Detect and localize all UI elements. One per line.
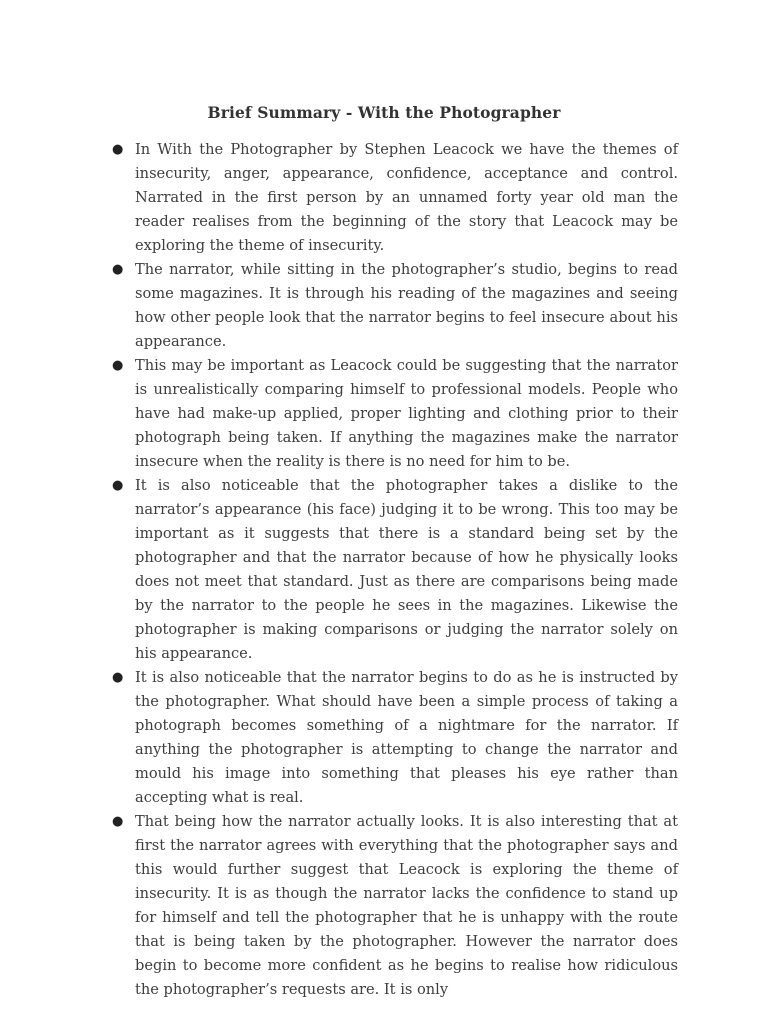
paragraph-text: That being how the narrator actually looks. It is also interesting that at first the narrator agrees with everything that the photographer says and this would further suggest that Leacock is exploring the theme of insecurity. It is as though the narrator lacks the confidence to stand up for himself and tell the photographer that he is unhappy with the route that is being taken by the photographer. However the narrator does begin to become more confident as he begins to realise how ridiculous the photographer’s requests are. It is only — [135, 813, 678, 998]
paragraph-text: This may be important as Leacock could be suggesting that the narrator is unrealistically comparing himself to professional models. People who have had make-up applied, proper lighting and clothing prior to their photograph being taken. If anything the magazines make the narrator insecure when the reality is there is no need for him to be. — [135, 357, 678, 470]
list-item — [112, 474, 678, 666]
paragraph-text: The narrator, while sitting in the photographer’s studio, begins to read some magazines. It is through his reading of the magazines and seeing how other people look that the narrator begins to feel insecure about his appearance. — [135, 261, 678, 350]
bullet-icon: ● — [112, 142, 124, 157]
paragraph-text: In With the Photographer by Stephen Leacock we have the themes of insecurity, anger, appearance, confidence, acceptance and control. Narrated in the first person by an unnamed forty year old man the reader realises from the beginning of the story that Leacock may be exploring the theme of insecurity. — [135, 141, 678, 254]
paragraph-text: It is also noticeable that the photographer takes a dislike to the narrator’s appearance (his face) judging it to be wrong. This too may be important as it suggests that there is a standard being set by the photographer and that the narrator because of how he physically looks does not meet that standard. Just as there are comparisons being made by the narrator to the people he sees in the magazines. Likewise the photographer is making comparisons or judging the narrator solely on his appearance. — [135, 477, 678, 662]
bullet-icon: ● — [112, 670, 124, 685]
list-item — [112, 666, 678, 810]
paragraph-text: It is also noticeable that the narrator begins to do as he is instructed by the photographer. What should have been a simple process of taking a photograph becomes something of a nightmare for the narrator. If anything the photographer is attempting to change the narrator and mould his image into something that pleases his eye rather than accepting what is real. — [135, 669, 678, 806]
document-title: Brief Summary - With the Photographer — [207, 103, 561, 122]
list-item — [112, 354, 678, 474]
bullet-icon: ● — [112, 262, 124, 277]
list-item — [112, 810, 678, 1002]
bullet-icon: ● — [112, 814, 124, 829]
bullet-icon: ● — [112, 358, 124, 373]
list-item — [112, 258, 678, 354]
summary-list — [112, 138, 678, 1002]
list-item — [112, 138, 678, 258]
bullet-icon: ● — [112, 478, 124, 493]
